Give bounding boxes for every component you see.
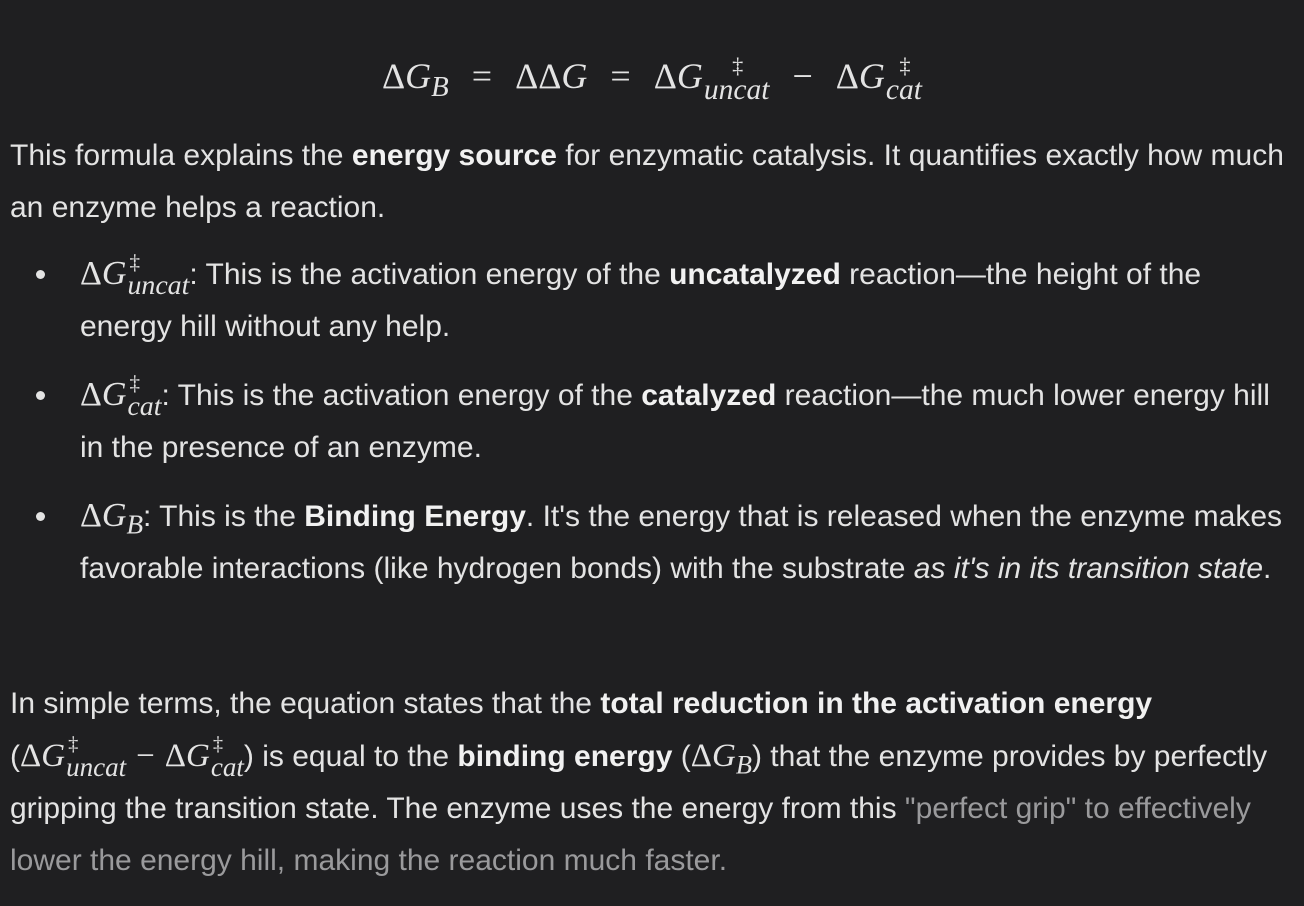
intro-text: This formula explains the [10, 139, 352, 172]
display-equation [0, 46, 1304, 106]
cat-subsup [127, 371, 162, 423]
uncat-subscript: uncat [127, 270, 190, 302]
delta-symbol: Δ [20, 738, 42, 774]
dagger-superscript: ‡ [899, 52, 911, 78]
list-item-bold: uncatalyzed [669, 258, 841, 291]
dagger-superscript: ‡ [129, 371, 140, 396]
g-symbol: G [101, 376, 127, 413]
g-symbol: G [41, 738, 66, 774]
intro-paragraph [10, 130, 1295, 234]
cat-subsup [210, 733, 244, 782]
dagger-superscript: ‡ [212, 733, 224, 756]
summary-bold: total reduction in the activation energy [600, 687, 1153, 720]
g-symbol: G [676, 56, 703, 96]
equals-sign: = [471, 56, 493, 96]
bullet-icon [36, 512, 45, 521]
summary-text: ) is equal to the [243, 740, 458, 773]
cat-subsup [885, 52, 922, 106]
summary-text: ( [672, 740, 691, 773]
uncat-subsup [127, 250, 190, 302]
uncat-subsup [66, 733, 127, 782]
cat-subscript: cat [127, 391, 162, 423]
inline-math-difference [20, 733, 244, 782]
delta-symbol: Δ [80, 376, 102, 413]
intro-bold: energy source [351, 139, 557, 172]
intro-text: for enzymatic catalysis. It quantifies exactly how much an enzyme helps a reaction. [10, 139, 1284, 224]
subscript-b: B [126, 509, 144, 540]
summary-faded-text: "perfect grip" to effectively lower the energy hill, making the reaction much faster. [10, 792, 1251, 877]
equals-sign: = [610, 56, 631, 96]
delta-symbol: Δ [164, 738, 187, 774]
delta-symbol: Δ [80, 255, 102, 292]
cat-subscript: cat [210, 751, 244, 782]
g-symbol: G [405, 56, 432, 96]
inline-math-cat [80, 371, 162, 423]
dagger-superscript: ‡ [68, 733, 79, 756]
list-item-cat [0, 369, 1294, 474]
uncat-subscript: uncat [66, 751, 127, 782]
g-symbol: G [101, 255, 127, 292]
delta-symbol: Δ [382, 56, 406, 96]
bullet-icon [36, 270, 45, 279]
delta-symbol: Δ [80, 497, 102, 534]
list-item-binding [0, 490, 1294, 595]
g-symbol: G [711, 738, 736, 774]
cat-subscript: cat [885, 73, 922, 106]
double-delta-symbol: ΔΔ [515, 56, 562, 96]
list-item-text: reaction—the height of the energy hill without any help. [80, 258, 1202, 343]
list-item-text: : This is the activation energy of the [189, 258, 670, 291]
delta-symbol: Δ [835, 56, 859, 96]
summary-text: In simple terms, the equation states that the [10, 687, 601, 720]
uncat-subsup [703, 52, 770, 106]
inline-math-binding [80, 497, 144, 540]
list-item-bold: catalyzed [641, 379, 777, 412]
uncat-subscript: uncat [703, 73, 770, 106]
g-symbol: G [858, 56, 885, 96]
minus-sign: − [792, 56, 813, 96]
dagger-superscript: ‡ [129, 250, 140, 275]
g-symbol: G [101, 497, 127, 534]
summary-text: ) that the enzyme provides by perfectly gripping the transition state. The enzyme uses the energy from this [10, 740, 1268, 825]
definition-list [0, 248, 1294, 611]
delta-symbol: Δ [653, 56, 677, 96]
list-item-bold: Binding Energy [304, 500, 526, 533]
subscript-b: B [735, 749, 752, 780]
g-symbol: G [561, 56, 588, 96]
list-item-text: : This is the [143, 500, 305, 533]
dagger-superscript: ‡ [732, 52, 744, 78]
inline-math-binding [690, 738, 752, 780]
list-item-text: : This is the activation energy of the [161, 379, 642, 412]
g-symbol: G [186, 738, 210, 774]
list-item-text: . [1263, 552, 1272, 585]
summary-bold: binding energy [457, 740, 673, 773]
list-item-text: reaction—the much lower energy hill in the presence of an enzyme. [80, 379, 1270, 464]
list-item-uncat [0, 248, 1294, 353]
list-item-italic: as it's in its transition state [913, 552, 1264, 585]
delta-symbol: Δ [690, 738, 712, 774]
subscript-b: B [431, 71, 449, 104]
summary-paragraph [10, 678, 1295, 887]
minus-sign: − [136, 738, 155, 774]
bullet-icon [36, 391, 45, 400]
list-item-text: . It's the energy that is released when the enzyme makes favorable interactions (like hydrogen bonds) with the substrate [80, 500, 1283, 585]
inline-math-uncat [80, 250, 190, 302]
summary-text: ( [10, 740, 20, 773]
